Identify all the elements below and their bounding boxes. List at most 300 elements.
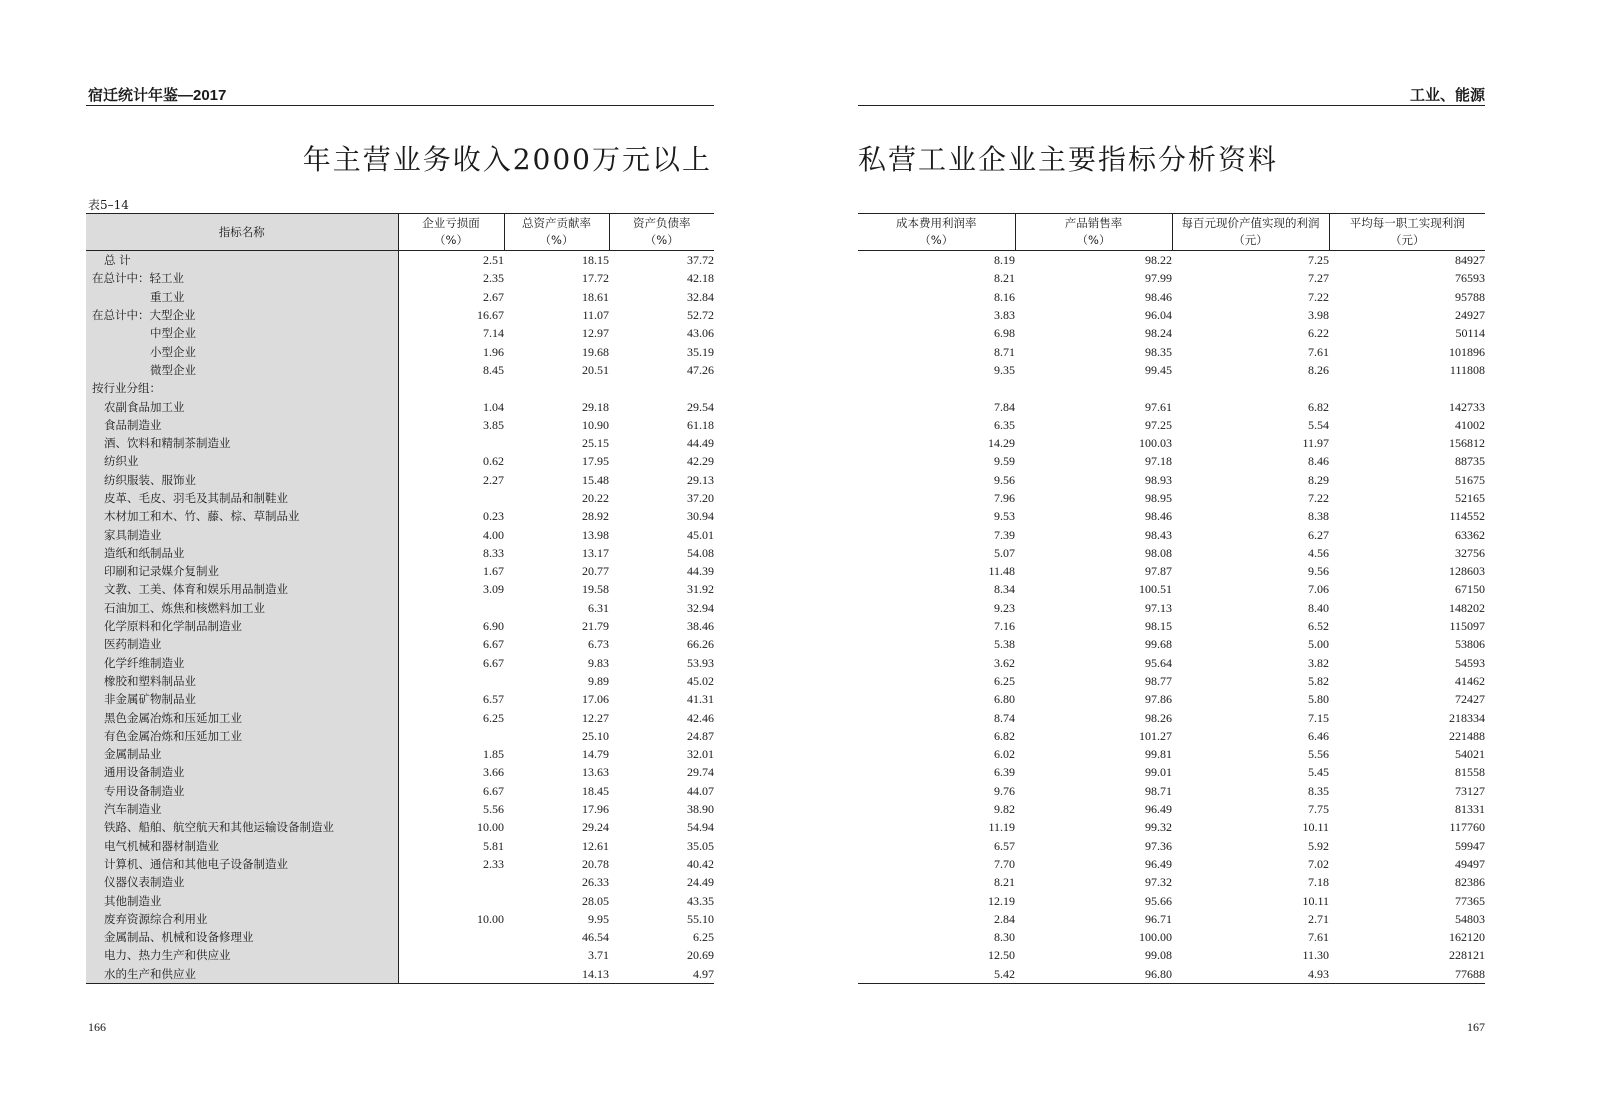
table-cell: 1.04 (483, 399, 504, 414)
table-cell (398, 599, 504, 617)
table-cell (398, 672, 504, 690)
table-row (858, 361, 1485, 379)
table-cell: 8.26 (1308, 362, 1329, 377)
table-cell: 3.82 (1308, 655, 1329, 670)
table-cell: 96.49 (1145, 802, 1172, 817)
header-label: 成本费用利润率 (896, 216, 977, 230)
header-unit: （%） (644, 233, 679, 247)
table-cell: 115097 (1449, 619, 1485, 634)
table-cell: 8.30 (994, 930, 1015, 945)
table-cell: 46.54 (582, 930, 609, 945)
table-cell: 43.06 (687, 326, 714, 341)
table-cell: 44.07 (687, 783, 714, 798)
row-label: 印刷和记录媒介复制业 (86, 562, 398, 580)
table-cell: 26.33 (582, 875, 609, 890)
table-cell: 17.72 (582, 271, 609, 286)
row-label: 纺织业 (86, 452, 398, 470)
table-row (858, 617, 1485, 635)
table-row (858, 635, 1485, 653)
table-row (86, 635, 714, 653)
table-cell: 97.99 (1145, 271, 1172, 286)
table-cell: 11.07 (582, 308, 609, 323)
table-cell: 76593 (1455, 271, 1485, 286)
table-cell: 24.87 (687, 728, 714, 743)
data-table-left (86, 213, 714, 984)
table-row (86, 965, 714, 984)
table-cell: 6.73 (588, 637, 609, 652)
header-profit-per-100-yuan (1172, 214, 1329, 251)
table-row (858, 818, 1485, 836)
table-cell: 0.23 (483, 509, 504, 524)
table-cell: 142733 (1449, 399, 1485, 414)
table-cell: 7.27 (1308, 271, 1329, 286)
table-cell: 9.53 (994, 509, 1015, 524)
table-cell: 38.46 (687, 619, 714, 634)
table-row (858, 452, 1485, 470)
table-cell: 5.56 (1308, 747, 1329, 762)
table-row (86, 654, 714, 672)
table-cell: 35.05 (687, 838, 714, 853)
table-row (858, 379, 1485, 397)
table-cell: 2.33 (483, 856, 504, 871)
table-cell: 10.11 (1302, 820, 1329, 835)
table-cell: 98.46 (1145, 509, 1172, 524)
row-label: 纺织服装、服饰业 (86, 471, 398, 489)
table-cell: 17.96 (582, 802, 609, 817)
table-cell: 7.75 (1308, 802, 1329, 817)
table-cell: 19.58 (582, 582, 609, 597)
table-number: 表5–14 (88, 198, 129, 212)
table-cell: 77688 (1329, 965, 1485, 984)
table-cell: 12.50 (988, 948, 1015, 963)
row-label: 中型企业 (86, 324, 398, 342)
table-row (858, 873, 1485, 891)
table-cell: 99.32 (1145, 820, 1172, 835)
table-cell: 5.82 (1308, 673, 1329, 688)
table-cell: 162120 (1449, 930, 1485, 945)
table-row (86, 818, 714, 836)
table-cell: 30.94 (687, 509, 714, 524)
table-row (86, 288, 714, 306)
table-cell: 2.35 (483, 271, 504, 286)
header-unit: （元） (1390, 233, 1425, 247)
table-cell: 17.06 (582, 692, 609, 707)
table-cell (398, 727, 504, 745)
table-cell: 21.79 (582, 619, 609, 634)
table-cell: 14.13 (504, 965, 609, 984)
table-row (858, 489, 1485, 507)
table-row (86, 416, 714, 434)
table-cell (398, 434, 504, 452)
table-cell: 11.19 (988, 820, 1015, 835)
table-cell: 1.96 (483, 344, 504, 359)
row-label: 化学原料和化学制品制造业 (86, 617, 398, 635)
table-cell: 15.48 (582, 472, 609, 487)
table-row (86, 251, 714, 270)
table-cell (858, 379, 1015, 397)
row-label: 橡胶和塑料制品业 (86, 672, 398, 690)
table-row (858, 471, 1485, 489)
table-row (86, 562, 714, 580)
table-cell: 2.67 (483, 289, 504, 304)
table-cell: 29.74 (687, 765, 714, 780)
table-cell: 148202 (1449, 600, 1485, 615)
table-cell: 88735 (1455, 454, 1485, 469)
table-cell: 13.98 (582, 527, 609, 542)
row-label: 在总计中：轻工业 (86, 269, 398, 287)
table-cell: 4.93 (1172, 965, 1329, 984)
table-cell: 29.18 (582, 399, 609, 414)
table-cell: 73127 (1455, 783, 1485, 798)
table-row (858, 672, 1485, 690)
table-cell: 53.93 (687, 655, 714, 670)
header-label: 总资产贡献率 (522, 216, 591, 230)
row-label: 通用设备制造业 (86, 763, 398, 781)
table-cell: 98.77 (1145, 673, 1172, 688)
table-cell: 100.51 (1139, 582, 1172, 597)
table-row (858, 580, 1485, 598)
table-row (86, 269, 714, 287)
table-cell: 28.92 (582, 509, 609, 524)
table-row (858, 946, 1485, 964)
table-cell: 12.61 (582, 838, 609, 853)
table-cell (609, 379, 714, 397)
table-row (86, 672, 714, 690)
table-cell (398, 489, 504, 507)
table-cell (1329, 379, 1485, 397)
table-cell: 17.95 (582, 454, 609, 469)
table-row (858, 324, 1485, 342)
row-label: 农副食品加工业 (86, 397, 398, 415)
table-cell: 9.82 (994, 802, 1015, 817)
row-label: 木材加工和木、竹、藤、棕、草制品业 (86, 507, 398, 525)
header-loss-ratio (398, 214, 504, 251)
table-cell: 99.68 (1145, 637, 1172, 652)
table-cell: 7.84 (994, 399, 1015, 414)
table-row (858, 782, 1485, 800)
table-cell: 9.59 (994, 454, 1015, 469)
header-unit: （%） (539, 233, 574, 247)
header-profit-per-employee (1329, 214, 1485, 251)
table-cell: 8.46 (1308, 454, 1329, 469)
table-cell: 7.15 (1308, 710, 1329, 725)
table-cell: 8.74 (994, 710, 1015, 725)
table-row (86, 763, 714, 781)
table-cell: 45.01 (687, 527, 714, 542)
table-cell: 97.32 (1145, 875, 1172, 890)
header-label: 指标名称 (218, 224, 265, 239)
table-row (858, 708, 1485, 726)
table-cell: 25.10 (582, 728, 609, 743)
right-page (800, 0, 1609, 1099)
table-cell: 0.62 (483, 454, 504, 469)
data-table-right (858, 213, 1485, 984)
table-cell: 5.00 (1308, 637, 1329, 652)
table-cell: 7.18 (1308, 875, 1329, 890)
table-cell: 5.54 (1308, 417, 1329, 432)
table-row (858, 837, 1485, 855)
table-cell: 41462 (1455, 673, 1485, 688)
table-cell: 218334 (1449, 710, 1485, 725)
table-cell: 8.38 (1308, 509, 1329, 524)
table-cell: 8.34 (994, 582, 1015, 597)
table-row (86, 727, 714, 745)
table-cell: 11.30 (1302, 948, 1329, 963)
table-row (86, 489, 714, 507)
table-cell: 98.46 (1145, 289, 1172, 304)
table-cell: 37.20 (687, 491, 714, 505)
table-row (86, 342, 714, 360)
table-cell: 6.25 (994, 673, 1015, 688)
table-cell: 54.08 (687, 545, 714, 560)
table-cell (398, 965, 504, 984)
table-row (858, 599, 1485, 617)
table-cell: 35.19 (687, 344, 714, 359)
table-cell: 156812 (1449, 436, 1485, 451)
table-cell: 9.23 (994, 600, 1015, 615)
row-label: 医药制造业 (86, 635, 398, 653)
table-row (858, 745, 1485, 763)
table-cell: 6.25 (693, 930, 714, 945)
table-cell: 3.98 (1308, 308, 1329, 323)
page-title-right: 私营工业企业主要指标分析资料 (858, 143, 1279, 176)
table-cell: 97.18 (1145, 454, 1172, 469)
table-cell: 3.85 (483, 417, 504, 432)
table-row (86, 544, 714, 562)
table-cell: 7.22 (1308, 289, 1329, 304)
header-rule-left (86, 105, 714, 106)
table-row (86, 599, 714, 617)
table-cell: 5.92 (1308, 838, 1329, 853)
table-row (858, 654, 1485, 672)
row-label: 水的生产和供应业 (86, 965, 398, 984)
table-cell: 5.56 (483, 802, 504, 817)
table-header-row-right (858, 214, 1485, 251)
row-label: 汽车制造业 (86, 800, 398, 818)
table-cell: 54593 (1455, 655, 1485, 670)
header-label: 每百元现价产值实现的利润 (1181, 216, 1320, 230)
table-cell: 97.61 (1145, 399, 1172, 414)
table-cell: 7.96 (994, 491, 1015, 505)
table-cell: 5.07 (994, 545, 1015, 560)
table-cell: 31.92 (687, 582, 714, 597)
table-row (858, 965, 1485, 984)
table-cell: 54.94 (687, 820, 714, 835)
table-cell: 14.79 (582, 747, 609, 762)
table-cell: 7.02 (1308, 856, 1329, 871)
table-cell: 100.00 (1139, 930, 1172, 945)
table-cell: 117760 (1449, 820, 1485, 835)
table-row (86, 745, 714, 763)
table-cell: 97.13 (1145, 600, 1172, 615)
table-cell: 100.03 (1139, 436, 1172, 451)
table-cell: 99.08 (1145, 948, 1172, 963)
row-label: 按行业分组： (86, 379, 398, 397)
table-cell (504, 379, 609, 397)
header-rule-right (858, 105, 1485, 106)
table-cell: 8.29 (1308, 472, 1329, 487)
table-cell: 1.67 (483, 564, 504, 579)
table-cell: 8.16 (994, 289, 1015, 304)
table-cell (398, 379, 504, 397)
row-label: 铁路、船舶、航空航天和其他运输设备制造业 (86, 818, 398, 836)
row-label: 黑色金属冶炼和压延加工业 (86, 708, 398, 726)
row-label: 化学纤维制造业 (86, 654, 398, 672)
row-label: 金属制品、机械和设备修理业 (86, 928, 398, 946)
table-cell: 97.87 (1145, 564, 1172, 579)
table-cell: 97.86 (1145, 692, 1172, 707)
table-cell: 19.68 (582, 344, 609, 359)
table-cell: 96.04 (1145, 308, 1172, 323)
table-cell: 6.52 (1308, 619, 1329, 634)
table-cell: 10.00 (477, 911, 504, 926)
table-cell: 6.67 (483, 637, 504, 652)
table-cell: 16.67 (477, 308, 504, 323)
table-row (858, 928, 1485, 946)
header-unit: （%） (919, 233, 954, 247)
table-cell: 61.18 (687, 417, 714, 432)
table-row (858, 690, 1485, 708)
table-row (858, 891, 1485, 909)
table-cell: 6.67 (483, 655, 504, 670)
header-label: 产品销售率 (1064, 216, 1123, 230)
table-cell: 6.82 (1308, 399, 1329, 414)
table-row (858, 562, 1485, 580)
table-cell (1172, 379, 1329, 397)
table-cell: 8.19 (994, 253, 1015, 268)
row-label: 文教、工美、体育和娱乐用品制造业 (86, 580, 398, 598)
table-row (858, 251, 1485, 270)
table-cell: 98.24 (1145, 326, 1172, 341)
table-cell: 28.05 (582, 893, 609, 908)
table-cell: 29.24 (582, 820, 609, 835)
row-label: 微型企业 (86, 361, 398, 379)
table-cell: 9.95 (588, 911, 609, 926)
table-cell: 40.42 (687, 856, 714, 871)
table-row (858, 288, 1485, 306)
table-row (858, 855, 1485, 873)
table-cell: 5.45 (1308, 765, 1329, 780)
table-cell: 5.38 (994, 637, 1015, 652)
table-cell: 24927 (1455, 308, 1485, 323)
table-cell: 3.09 (483, 582, 504, 597)
table-cell: 38.90 (687, 802, 714, 817)
table-cell: 9.56 (1308, 564, 1329, 579)
table-cell: 81331 (1455, 802, 1485, 817)
table-cell: 6.25 (483, 710, 504, 725)
table-cell: 42.18 (687, 271, 714, 286)
table-cell: 114552 (1449, 509, 1485, 524)
row-label: 造纸和纸制品业 (86, 544, 398, 562)
table-cell: 59947 (1455, 838, 1485, 853)
table-cell: 52.72 (687, 308, 714, 323)
table-cell: 99.81 (1145, 747, 1172, 762)
table-cell: 98.08 (1145, 545, 1172, 560)
left-page (0, 0, 800, 1099)
table-cell: 128603 (1449, 564, 1485, 579)
table-cell: 6.31 (588, 600, 609, 615)
table-cell: 8.21 (994, 271, 1015, 286)
row-label: 皮革、毛皮、羽毛及其制品和制鞋业 (86, 489, 398, 507)
table-cell: 54803 (1455, 911, 1485, 926)
table-row (86, 507, 714, 525)
table-cell: 20.51 (582, 362, 609, 377)
table-cell: 50114 (1455, 326, 1485, 341)
table-cell: 98.95 (1145, 491, 1172, 505)
table-cell: 2.84 (994, 911, 1015, 926)
table-cell: 4.97 (609, 965, 714, 984)
table-cell: 6.90 (483, 619, 504, 634)
row-label: 电气机械和器材制造业 (86, 837, 398, 855)
table-row (86, 910, 714, 928)
table-cell: 98.22 (1145, 253, 1172, 268)
table-cell: 3.83 (994, 308, 1015, 323)
row-label: 在总计中：大型企业 (86, 306, 398, 324)
table-cell: 13.63 (582, 765, 609, 780)
table-cell: 67150 (1455, 582, 1485, 597)
table-cell: 98.93 (1145, 472, 1172, 487)
table-cell: 7.39 (994, 527, 1015, 542)
table-row (86, 324, 714, 342)
header-label: 企业亏损面 (422, 216, 480, 230)
table-cell: 6.80 (994, 692, 1015, 707)
table-cell: 98.26 (1145, 710, 1172, 725)
table-cell: 96.80 (1015, 965, 1172, 984)
table-cell: 6.57 (994, 838, 1015, 853)
table-cell: 6.98 (994, 326, 1015, 341)
table-cell: 4.56 (1308, 545, 1329, 560)
header-cost-profit-ratio (858, 214, 1015, 251)
table-cell: 96.49 (1145, 856, 1172, 871)
table-cell: 32756 (1455, 545, 1485, 560)
table-row (86, 452, 714, 470)
table-row (86, 708, 714, 726)
table-cell: 6.35 (994, 417, 1015, 432)
table-cell: 111808 (1449, 362, 1485, 377)
table-cell: 6.02 (994, 747, 1015, 762)
table-row (858, 763, 1485, 781)
row-label: 电力、热力生产和供应业 (86, 946, 398, 964)
table-cell: 1.85 (483, 747, 504, 762)
table-cell: 29.54 (687, 399, 714, 414)
header-unit: （%） (434, 233, 468, 247)
page-title-left: 年主营业务收入2000万元以上 (302, 143, 712, 176)
table-cell: 98.35 (1145, 344, 1172, 359)
table-cell: 7.14 (483, 326, 504, 341)
table-row (86, 361, 714, 379)
table-row (86, 873, 714, 891)
table-row (86, 690, 714, 708)
table-cell: 66.26 (687, 637, 714, 652)
table-cell: 101.27 (1139, 728, 1172, 743)
table-cell: 20.69 (687, 948, 714, 963)
table-cell: 98.43 (1145, 527, 1172, 542)
table-row (86, 837, 714, 855)
table-cell: 44.49 (687, 436, 714, 451)
table-cell: 10.11 (1302, 893, 1329, 908)
table-cell: 54021 (1455, 747, 1485, 762)
table-cell: 5.80 (1308, 692, 1329, 707)
table-row (858, 434, 1485, 452)
table-cell: 99.45 (1145, 362, 1172, 377)
table-cell: 99.01 (1145, 765, 1172, 780)
table-cell (1015, 379, 1172, 397)
table-cell: 2.71 (1308, 911, 1329, 926)
table-row (86, 891, 714, 909)
table-cell: 9.83 (588, 655, 609, 670)
table-cell: 52165 (1455, 491, 1485, 505)
table-cell: 8.45 (483, 362, 504, 377)
